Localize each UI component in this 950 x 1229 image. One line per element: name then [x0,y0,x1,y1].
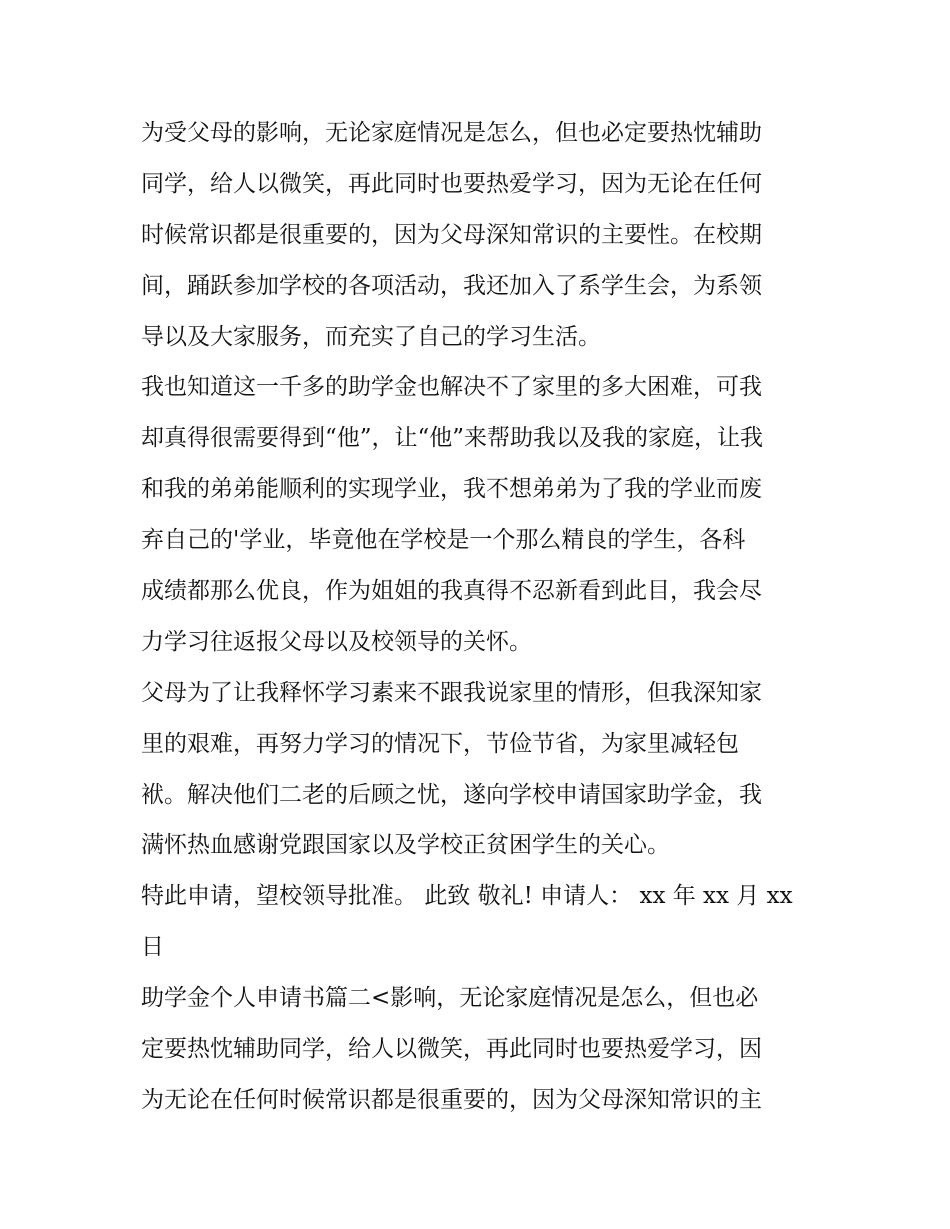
paragraph [141,871,821,973]
text-line: 时候常识都是很重要的，因为父母深知常识的主要性。在校期 [141,221,762,248]
text-line: 满怀热血感谢党跟国家以及学校正贫困学生的关心。 [141,832,670,859]
text-line: 定要热忱辅助同学，给人以微笑，再此同时也要热爱学习，因 [141,1036,762,1063]
text-line: 父母为了让我释怀学习素来不跟我说家里的情形，但我深知家 [141,679,762,706]
text-line: 特此申请，望校领导批准。 此致 敬礼! 申请人： xx 年 xx 月 xx [141,883,793,910]
text-line: 间，踊跃参加学校的各项活动，我还加入了系学生会，为系领 [141,272,762,299]
text-line: 为无论在任何时候常识都是很重要的，因为父母深知常识的主 [141,1086,762,1113]
text-line: 导以及大家服务，而充实了自己的学习生活。 [141,323,601,350]
paragraph [141,362,821,667]
text-line: 助学金个人申请书篇二<影响，无论家庭情况是怎么，但也必 [141,985,759,1012]
text-line: 我也知道这一千多的助学金也解决不了家里的多大困难，可我 [141,374,762,401]
text-line: 里的艰难，再努力学习的情况下，节俭节省，为家里减轻包 [141,730,739,757]
paragraph [141,108,821,362]
text-line: 日 [141,934,164,961]
text-line: 袱。解决他们二老的后顾之忧，遂向学校申请国家助学金，我 [141,781,762,808]
text-line: 和我的弟弟能顺利的实现学业，我不想弟弟为了我的学业而废 [141,476,762,503]
paragraph [141,668,821,872]
text-line: 同学，给人以微笑，再此同时也要热爱学习，因为无论在任何 [141,170,762,197]
paragraph [141,973,821,1126]
text-line: 弃自己的'学业，毕竟他在学校是一个那么精良的学生，各科 [141,527,746,554]
text-line: 成绩都那么优良，作为姐姐的我真得不忍新看到此目，我会尽 [141,578,762,605]
document-body [141,108,821,1126]
text-line: 为受父母的影响，无论家庭情况是怎么，但也必定要热忱辅助 [141,120,762,146]
text-line: 却真得很需要得到“他”，让“他”来帮助我以及我的家庭，让我 [141,425,764,452]
text-line: 力学习往返报父母以及校领导的关怀。 [141,628,532,655]
